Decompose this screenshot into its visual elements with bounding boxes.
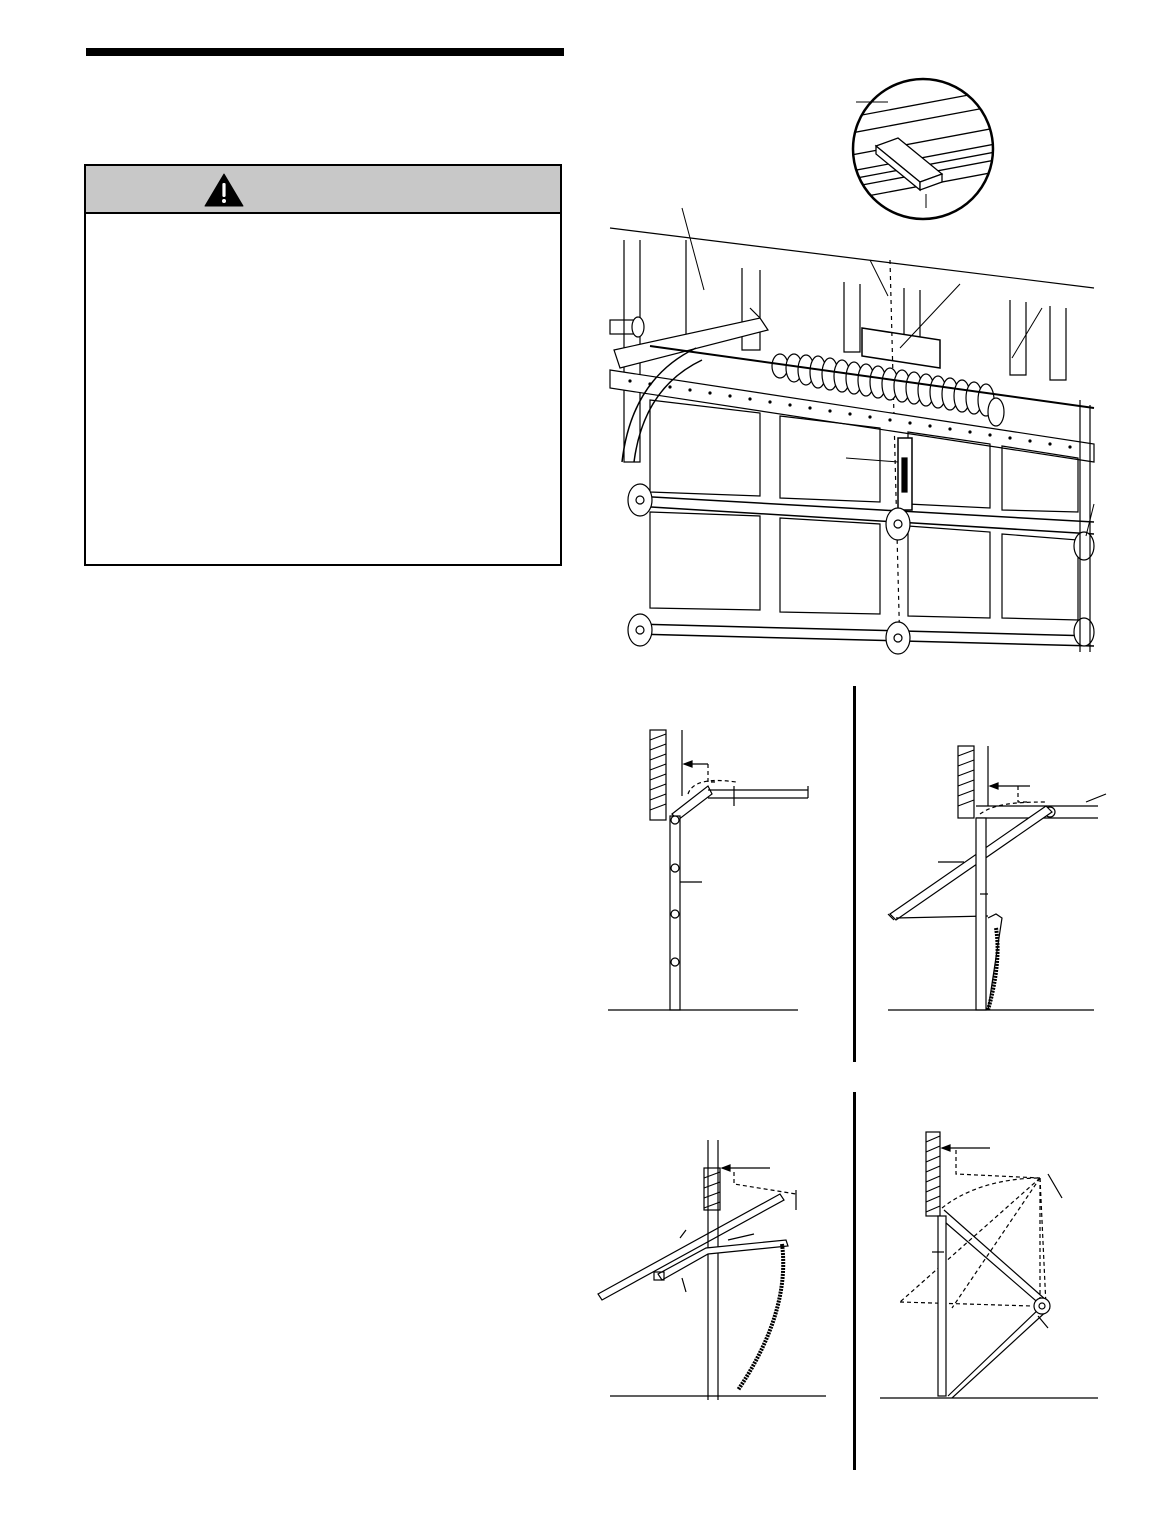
figure-divider-lower xyxy=(853,1092,856,1470)
one-piece-door-with-track-figure xyxy=(884,742,1106,1014)
garage-door-wall-framing-figure xyxy=(610,200,1094,652)
section-title-rule xyxy=(86,48,564,56)
one-piece-door-open-angle-figure xyxy=(596,1140,830,1402)
warning-triangle-icon xyxy=(204,173,244,207)
warning-header xyxy=(86,166,560,214)
warning-body xyxy=(86,214,560,564)
figure-divider-upper xyxy=(853,686,856,1062)
warning-box xyxy=(84,164,562,566)
one-piece-door-without-track-figure xyxy=(872,1128,1102,1404)
sectional-door-side-view-figure xyxy=(608,726,814,1014)
